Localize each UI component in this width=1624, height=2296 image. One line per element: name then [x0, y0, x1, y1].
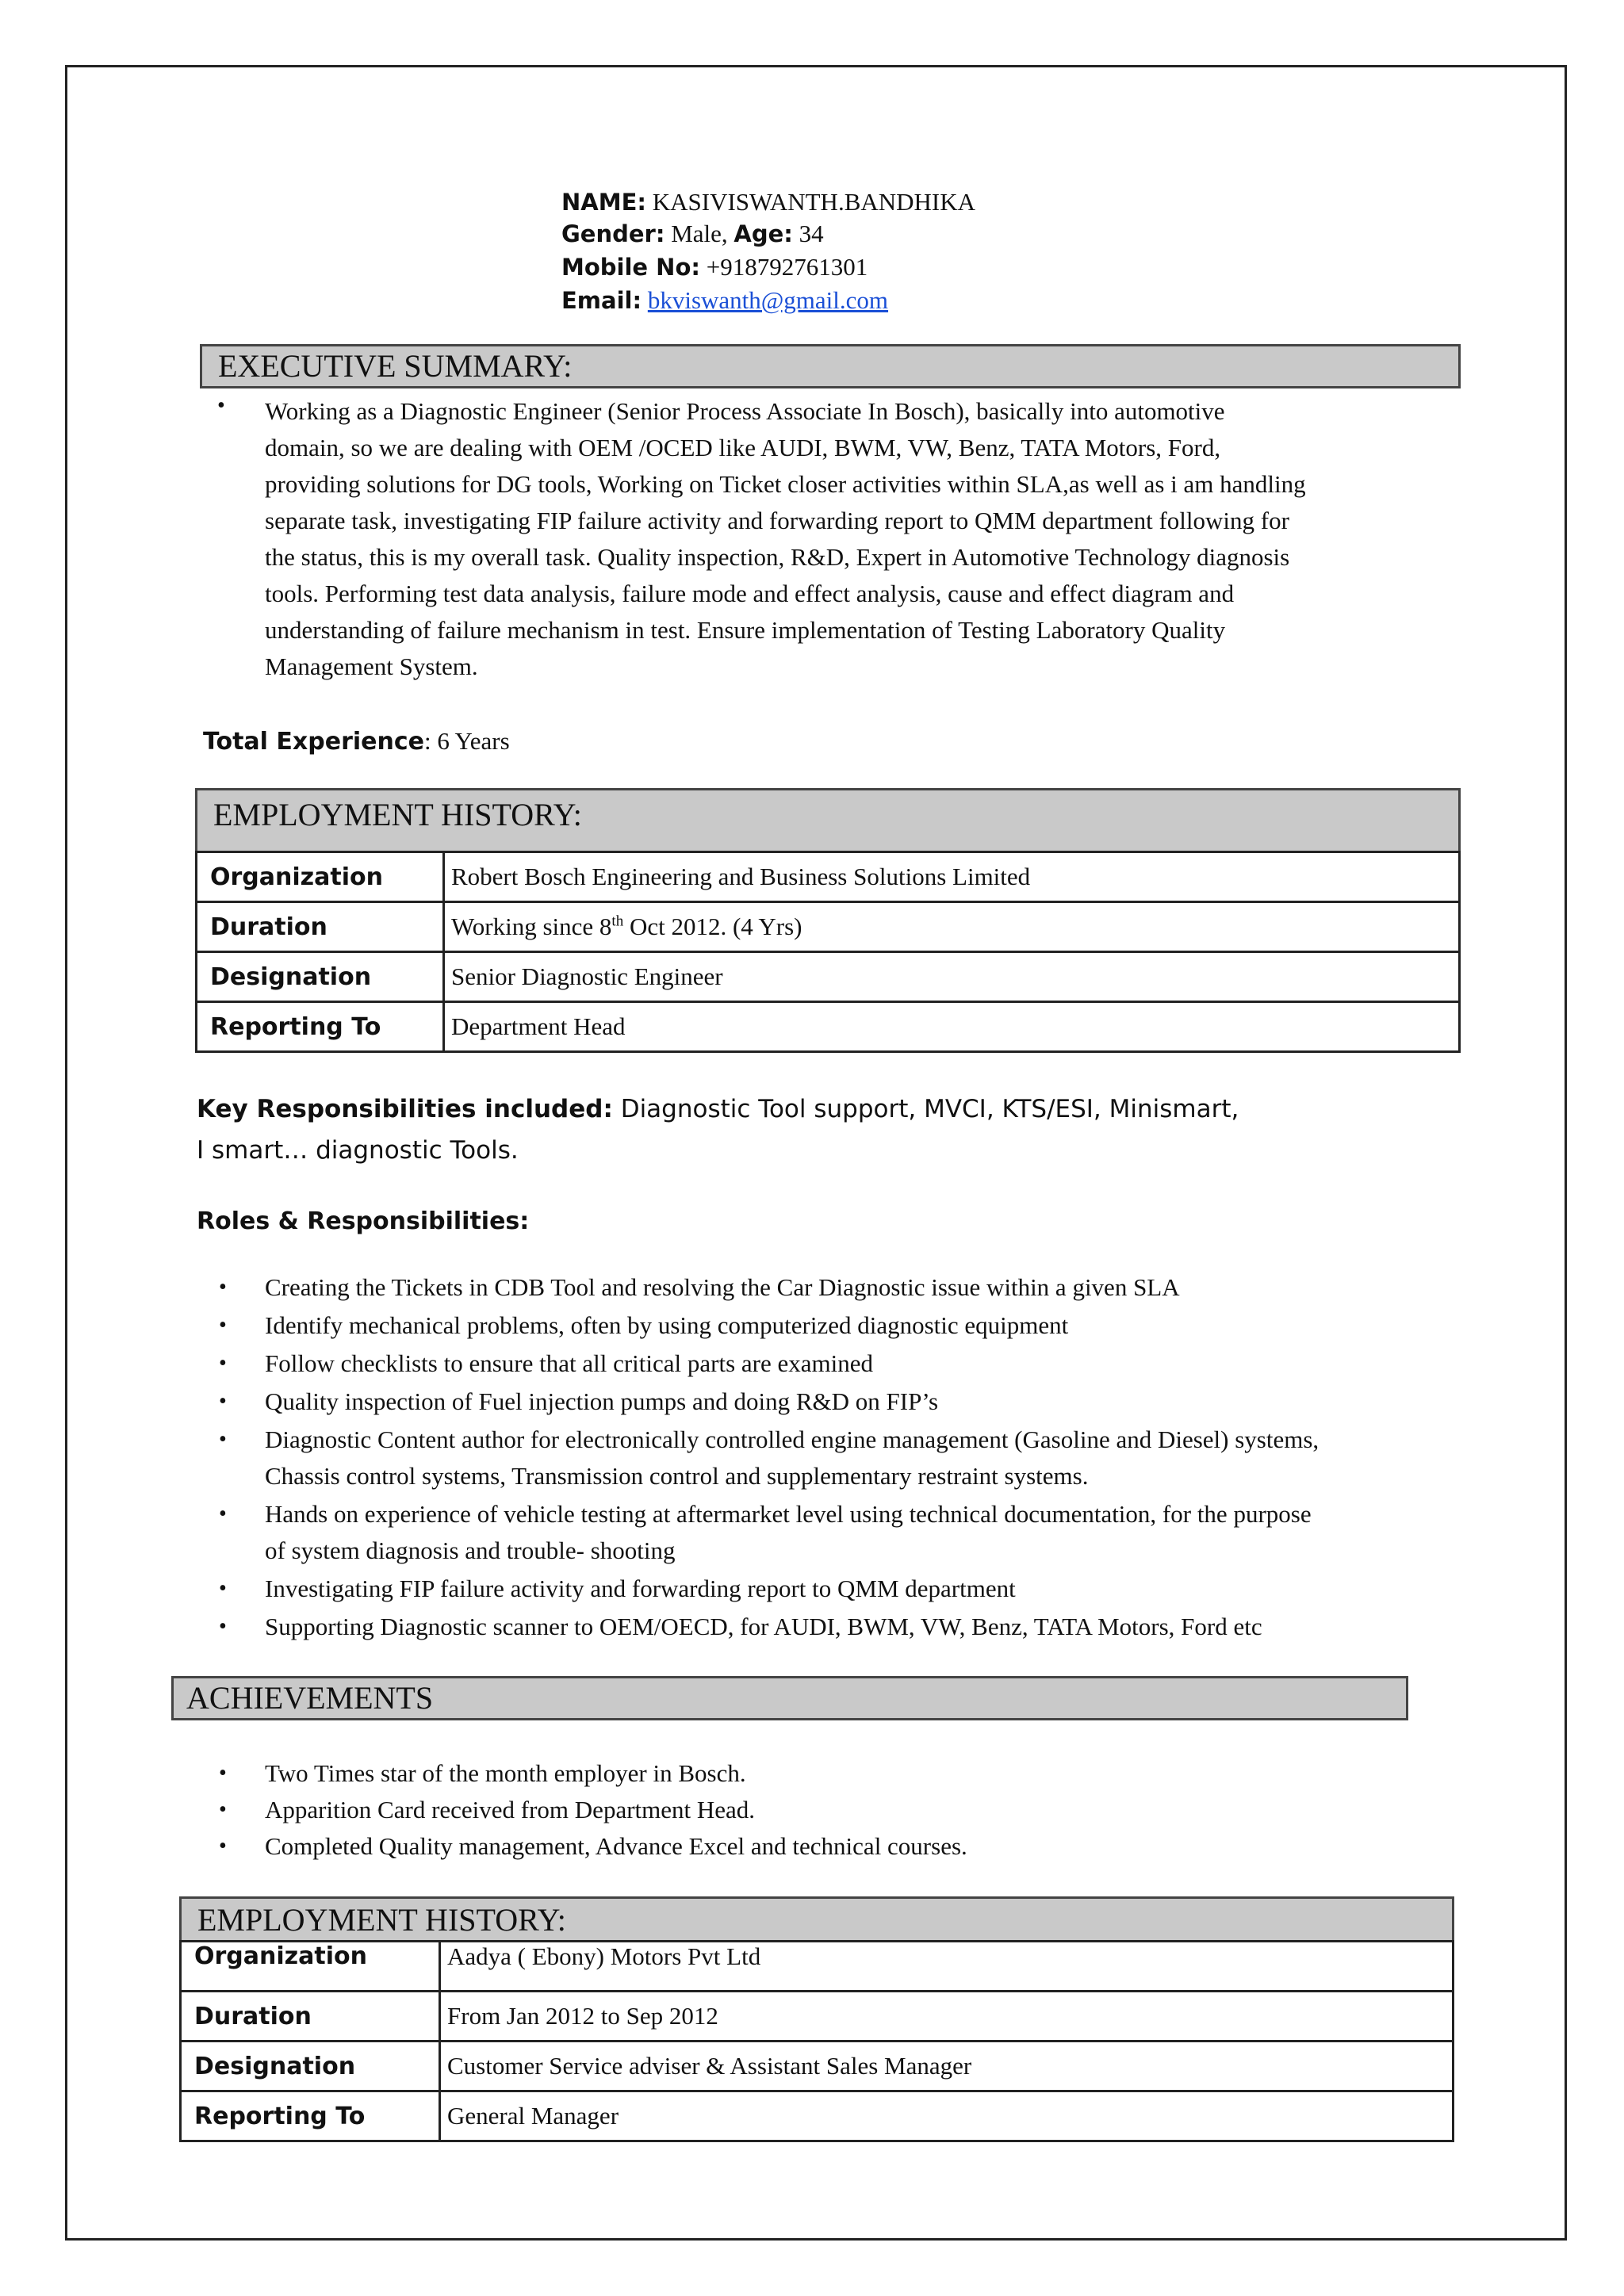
bullet-icon: • — [219, 1576, 227, 1601]
table-row — [181, 2091, 1454, 2141]
roles-list — [219, 1269, 1486, 1645]
role-text: Hands on experience of vehicle testing at aftermarket level using technical documentation, for the purpose — [265, 1500, 1312, 1528]
row-key: Organization — [181, 1942, 440, 1992]
table-row — [197, 852, 1460, 902]
age-value: 34 — [799, 220, 824, 247]
role-text: Quality inspection of Fuel injection pumps and doing R&D on FIP’s — [265, 1387, 939, 1415]
summary-line: tools. Performing test data analysis, failure mode and effect analysis, cause and effect diagram and — [265, 580, 1235, 607]
row-value: Customer Service adviser & Assistant Sales Manager — [440, 2042, 1454, 2091]
summary-line: domain, so we are dealing with OEM /OCED like AUDI, BWM, VW, Benz, TATA Motors, Ford, — [265, 434, 1221, 461]
total-experience-value: : 6 Years — [423, 727, 510, 755]
employment-history-title-2: EMPLOYMENT HISTORY: — [197, 1902, 566, 1938]
achievement-text: Completed Quality management, Advance Excel and technical courses. — [265, 1832, 967, 1860]
key-responsibilities-line: Diagnostic Tool support, MVCI, KTS/ESI, Minismart, — [612, 1095, 1239, 1123]
email-line — [561, 284, 888, 317]
employment-table-1 — [195, 851, 1461, 1053]
row-value: General Manager — [440, 2091, 1454, 2141]
executive-summary-header — [200, 344, 1461, 388]
achievements-header — [171, 1676, 1408, 1720]
row-key: Organization — [197, 852, 444, 902]
bullet-icon: • — [219, 1502, 227, 1526]
table-row — [197, 952, 1460, 1002]
role-text: Diagnostic Content author for electronically controlled engine management (Gasoline and Diesel) systems, — [265, 1425, 1320, 1453]
executive-summary-text — [265, 393, 1470, 685]
email-label: Email: — [561, 287, 642, 314]
row-key: Duration — [181, 1992, 440, 2042]
age-label: Age: — [733, 220, 793, 247]
email-link[interactable]: bkviswanth@gmail.com — [647, 286, 889, 314]
role-text: Creating the Tickets in CDB Tool and resolving the Car Diagnostic issue within a given SLA — [265, 1273, 1180, 1301]
row-value: From Jan 2012 to Sep 2012 — [440, 1992, 1454, 2042]
list-item — [219, 1422, 1486, 1494]
list-item — [219, 1269, 1486, 1306]
row-value: Department Head — [444, 1002, 1460, 1052]
bullet-icon: • — [219, 1313, 227, 1337]
summary-line: understanding of failure mechanism in test. Ensure implementation of Testing Laboratory Quality — [265, 616, 1226, 644]
achievements-title: ACHIEVEMENTS — [186, 1680, 434, 1716]
list-item — [219, 1828, 1454, 1865]
list-item — [219, 1383, 1486, 1420]
achievement-text: Apparition Card received from Department Head. — [265, 1796, 756, 1823]
table-row — [197, 1002, 1460, 1052]
table-row — [181, 1992, 1454, 2042]
bullet-icon: • — [219, 1351, 227, 1376]
row-value: Senior Diagnostic Engineer — [444, 952, 1460, 1002]
total-experience — [203, 723, 510, 760]
bullet-icon: • — [219, 1427, 227, 1452]
bullet-icon: • — [219, 1275, 227, 1299]
key-responsibilities-label: Key Responsibilities included: — [197, 1095, 613, 1123]
bullet-icon: • — [219, 1797, 227, 1822]
bullet-icon: • — [219, 1389, 227, 1414]
table-row — [197, 902, 1460, 952]
achievement-text: Two Times star of the month employer in Bosch. — [265, 1759, 746, 1787]
bullet-icon: • — [219, 1761, 227, 1785]
mobile-value: +918792761301 — [706, 253, 868, 281]
row-key: Duration — [197, 902, 444, 952]
list-item — [219, 1755, 1454, 1792]
gender-value: Male — [671, 220, 722, 247]
gender-label: Gender: — [561, 220, 665, 247]
row-key: Designation — [197, 952, 444, 1002]
employment-history-header-2 — [179, 1896, 1454, 1942]
summary-line: separate task, investigating FIP failure activity and forwarding report to QMM department following for — [265, 507, 1289, 534]
key-responsibilities — [197, 1088, 1481, 1171]
duration-text-end: Oct 2012. (4 Yrs) — [623, 913, 802, 940]
table-row — [181, 1942, 1454, 1992]
list-item — [219, 1345, 1486, 1382]
role-text: Supporting Diagnostic scanner to OEM/OECD, for AUDI, BWM, VW, Benz, TATA Motors, Ford etc — [265, 1613, 1262, 1640]
duration-text: Working since 8 — [451, 913, 612, 940]
achievements-list — [219, 1755, 1454, 1865]
mobile-line — [561, 251, 868, 284]
name-value: KASIVISWANTH.BANDHIKA — [652, 188, 976, 216]
mobile-label: Mobile No: — [561, 254, 700, 281]
bullet-icon: • — [219, 1614, 227, 1639]
list-item — [219, 1307, 1486, 1344]
summary-line: providing solutions for DG tools, Working on Ticket closer activities within SLA,as well as i am handling — [265, 470, 1306, 498]
list-item — [219, 1496, 1486, 1569]
list-item — [219, 1792, 1454, 1828]
employment-history-header — [195, 788, 1461, 853]
list-item — [219, 1571, 1486, 1607]
row-key: Reporting To — [197, 1002, 444, 1052]
row-key: Reporting To — [181, 2091, 440, 2141]
summary-line: Working as a Diagnostic Engineer (Senior Process Associate In Bosch), basically into automotive — [265, 397, 1225, 425]
summary-bullet-icon: • — [217, 393, 225, 418]
total-experience-label: Total Experience — [203, 728, 424, 756]
employment-table-2 — [179, 1940, 1454, 2142]
key-responsibilities-line: I smart… diagnostic Tools. — [197, 1136, 519, 1165]
row-key: Designation — [181, 2042, 440, 2091]
row-value: Aadya ( Ebony) Motors Pvt Ltd — [440, 1942, 1454, 1992]
role-text: Investigating FIP failure activity and forwarding report to QMM department — [265, 1575, 1016, 1602]
name-line — [561, 186, 975, 219]
duration-sup: th — [611, 913, 624, 930]
row-value: Robert Bosch Engineering and Business Solutions Limited — [444, 852, 1460, 902]
summary-line: Management System. — [265, 652, 478, 680]
list-item — [219, 1609, 1486, 1645]
role-text: of system diagnosis and trouble- shooting — [265, 1536, 676, 1564]
executive-summary-title: EXECUTIVE SUMMARY: — [218, 348, 573, 384]
role-text: Follow checklists to ensure that all critical parts are examined — [265, 1349, 873, 1377]
summary-line: the status, this is my overall task. Quality inspection, R&D, Expert in Automotive Technology diagnosis — [265, 543, 1290, 571]
gender-age-line: Gender: Male, Age: 34 — [561, 220, 824, 247]
table-row — [181, 2042, 1454, 2091]
row-value — [444, 902, 1460, 952]
role-text: Identify mechanical problems, often by using computerized diagnostic equipment — [265, 1311, 1069, 1339]
roles-title: Roles & Responsibilities: — [197, 1207, 530, 1235]
bullet-icon: • — [219, 1834, 227, 1858]
name-label: NAME: — [561, 189, 646, 216]
role-text: Chassis control systems, Transmission control and supplementary restraint systems. — [265, 1462, 1089, 1490]
employment-history-title: EMPLOYMENT HISTORY: — [213, 797, 582, 832]
